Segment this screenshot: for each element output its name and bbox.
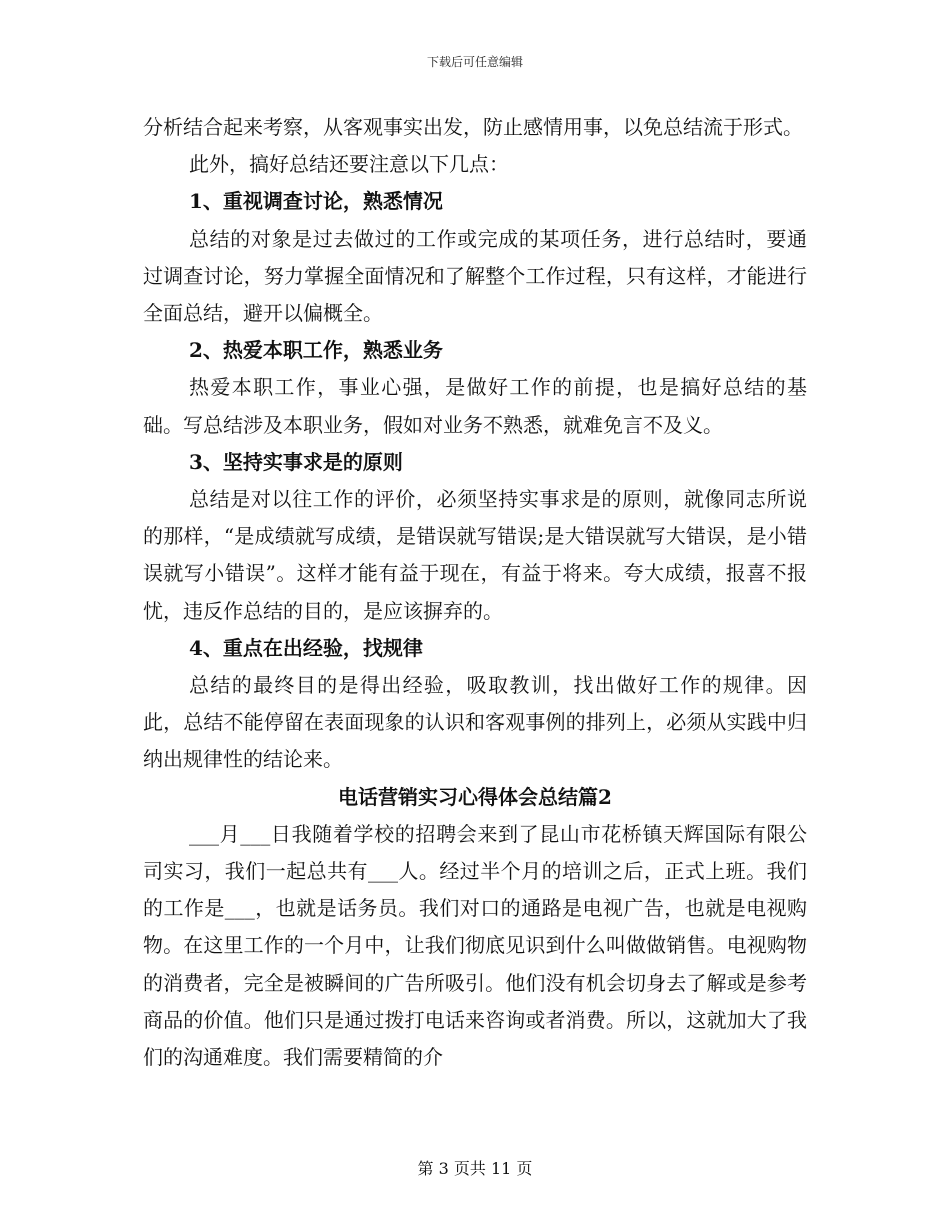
paragraph-continued: 分析结合起来考察，从客观事实出发，防止感情用事，以免总结流于形式。: [143, 115, 803, 139]
page-footer: 第 3 页共 11 页: [417, 1159, 533, 1178]
paragraph-point-3: 总结是对以往工作的评价，必须坚持实事求是的原则，就像同志所说的那样，“是成绩就写成绩，是错误就写错误;是大错误就写大错误，是小错误就写小错误”。这样才能有益于现在，有益于将来。夸大成绩，报喜不报忧，违反作总结的目的，是应该摒弃的。: [143, 487, 807, 623]
page-header: 下载后可任意编辑: [426, 55, 523, 69]
paragraph-point-4: 总结的最终目的是得出经验，吸取教训，找出做好工作的规律。因此，总结不能停留在表面现象的认识和客观事例的排列上，必须从实践中归纳出规律性的结论来。: [143, 673, 807, 772]
section-title: 电话营销实习心得体会总结篇2: [338, 784, 612, 809]
paragraph-section-2: ___月___日我随着学校的招聘会来到了昆山市花桥镇天辉国际有限公司实习，我们一起总共有___人。经过半个月的培训之后，正式上班。我们的工作是___，也就是话务员。我们对口的通路是电视广告，也就是电视购物。在这里工作的一个月中，让我们彻底见识到什么叫做做销售。电视购物的消费者，完全是被瞬间的广告所吸引。他们没有机会切身去了解或是参考商品的价值。他们只是通过拨打电话来咨询或者消费。所以，这就加大了我们的沟通难度。我们需要精简的介: [143, 821, 807, 1070]
document-body: [143, 109, 807, 1076]
point-heading-1: 1、重视调查讨论，熟悉情况: [189, 189, 443, 214]
point-heading-3: 3、坚持实事求是的原则: [189, 449, 403, 474]
paragraph-point-2: 热爱本职工作，事业心强，是做好工作的前提，也是搞好总结的基础。写总结涉及本职业务，假如对业务不熟悉，就难免言不及义。: [143, 375, 807, 437]
point-heading-2: 2、热爱本职工作，熟悉业务: [189, 338, 443, 363]
point-heading-4: 4、重点在出经验，找规律: [189, 635, 423, 660]
paragraph-intro: 此外，搞好总结还要注意以下几点：: [189, 152, 509, 177]
paragraph-point-1: 总结的对象是过去做过的工作或完成的某项任务，进行总结时，要通过调查讨论，努力掌握全面情况和了解整个工作过程，只有这样，才能进行全面总结，避开以偏概全。: [143, 226, 807, 326]
